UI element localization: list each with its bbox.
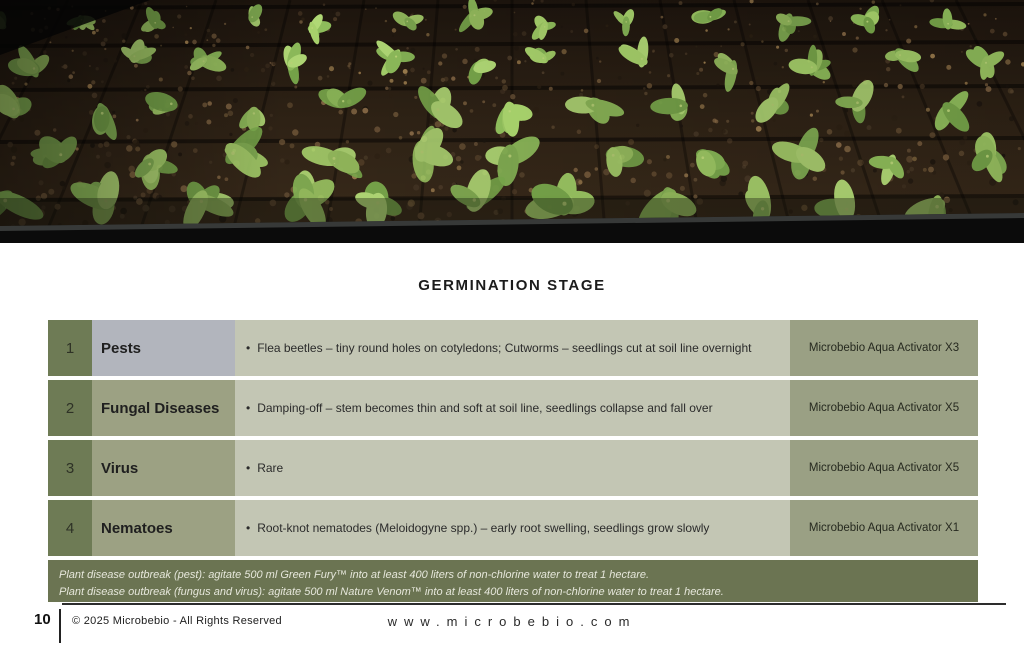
bullet-glyph: • <box>246 461 251 475</box>
bullet-glyph: • <box>246 401 251 415</box>
treatment-cell: Microbebio Aqua Activator X5 <box>790 440 978 496</box>
row-number-cell: 3 <box>48 440 92 496</box>
website-link: www.microbebio.com <box>387 614 637 629</box>
treatment-cell: Microbebio Aqua Activator X3 <box>790 320 978 376</box>
symptoms-cell <box>235 500 790 556</box>
row-number-cell: 1 <box>48 320 92 376</box>
germination-stage-table <box>48 320 978 602</box>
treatment-cell: Microbebio Aqua Activator X5 <box>790 380 978 436</box>
dosage-notes-bar <box>48 560 978 602</box>
symptoms-cell <box>235 440 790 496</box>
seedlings-photo-illustration <box>0 0 1024 243</box>
footer-rule <box>62 603 1006 605</box>
table-row <box>48 500 978 556</box>
table-row <box>48 440 978 496</box>
category-cell: Fungal Diseases <box>92 380 235 436</box>
row-number-cell: 2 <box>48 380 92 436</box>
treatment-cell: Microbebio Aqua Activator X1 <box>790 500 978 556</box>
symptoms-text: Root-knot nematodes (Meloidogyne spp.) – early root swelling, seedlings grow slowly <box>257 521 710 535</box>
seedlings-tray-photo <box>0 0 1024 243</box>
table-row <box>48 380 978 436</box>
copyright-text: © 2025 Microbebio - All Rights Reserved <box>72 615 282 627</box>
category-cell: Pests <box>92 320 235 376</box>
bullet-glyph: • <box>246 521 251 535</box>
symptoms-cell <box>235 380 790 436</box>
symptoms-text: Rare <box>257 461 284 475</box>
symptoms-text: Flea beetles – tiny round holes on cotyledons; Cutworms – seedlings cut at soil line overnight <box>257 341 752 355</box>
table-row <box>48 320 978 376</box>
category-cell: Nematoes <box>92 500 235 556</box>
page-title: GERMINATION STAGE <box>418 277 606 294</box>
tray-front-edge <box>0 198 1024 243</box>
page-number: 10 <box>34 611 51 628</box>
dosage-note-pest: Plant disease outbreak (pest): agitate 500 ml Green Fury™ into at least 400 liters of non-chlorine water to treat 1 hectare. <box>59 569 650 581</box>
row-number-cell: 4 <box>48 500 92 556</box>
category-cell: Virus <box>92 440 235 496</box>
dosage-note-fungus-virus: Plant disease outbreak (fungus and virus): agitate 500 ml Nature Venom™ into at least 400 liters of non-chlorine water to treat 1 hectare. <box>59 585 724 598</box>
bullet-glyph: • <box>246 341 251 355</box>
symptoms-cell <box>235 320 790 376</box>
symptoms-text: Damping-off – stem becomes thin and soft at soil line, seedlings collapse and fall over <box>257 401 713 415</box>
